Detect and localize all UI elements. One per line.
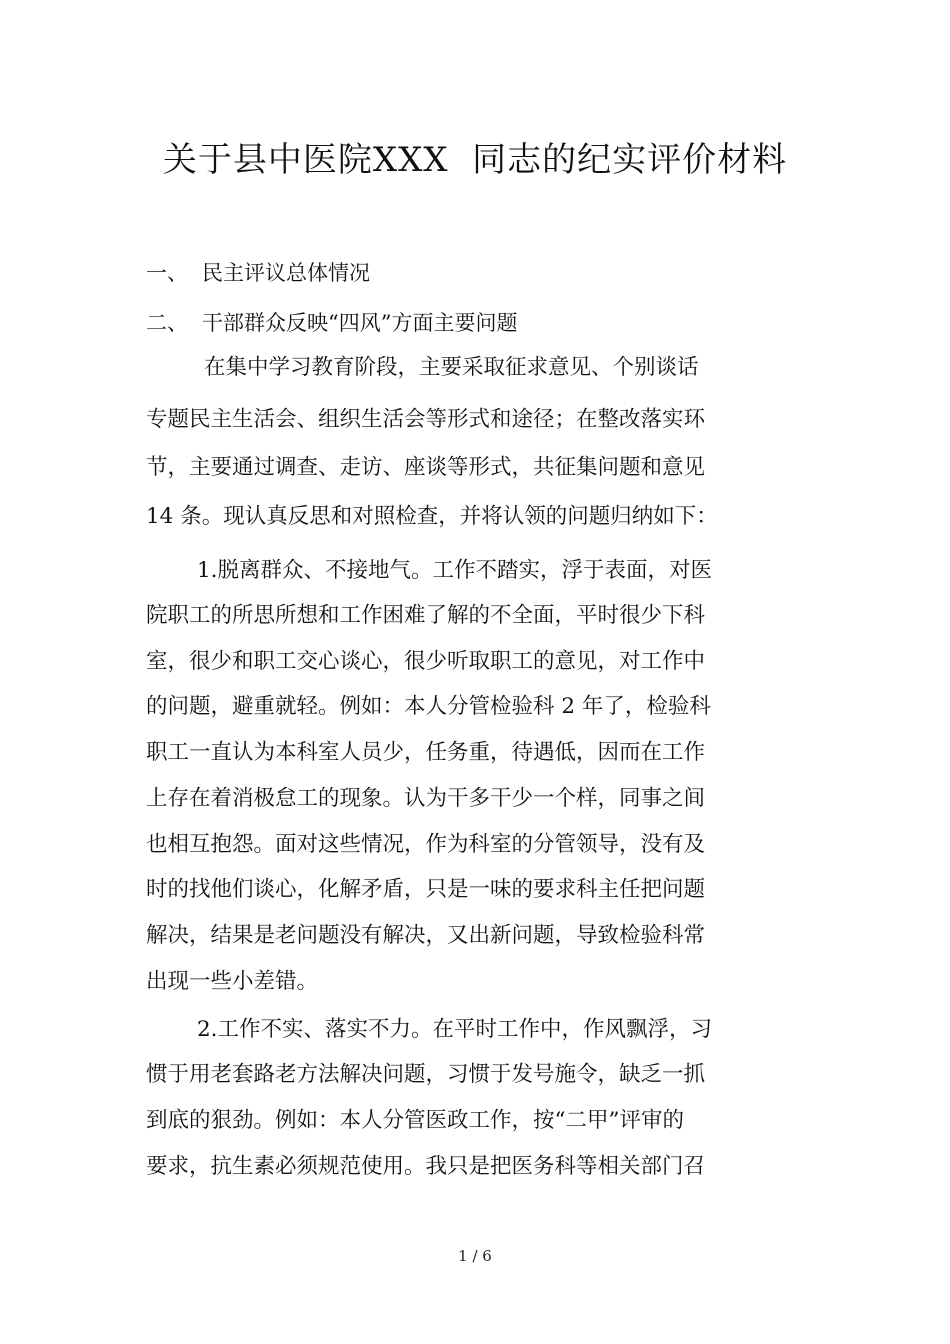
paragraph-line: 1.脱离群众、不接地气。工作不踏实，浮于表面，对医	[197, 558, 713, 583]
paragraph-line: 惯于用老套路老方法解决问题，习惯于发号施令，缺乏一抓	[146, 1062, 706, 1087]
paragraph-line: 节，主要通过调查、走访、座谈等形式，共征集问题和意见	[146, 455, 706, 480]
paragraph-line: 时的找他们谈心，化解矛盾，只是一味的要求科主任把问题	[146, 877, 706, 902]
paragraph-line: 也相互抱怨。面对这些情况，作为科室的分管领导，没有及	[146, 832, 706, 857]
page-indicator: 1 / 6	[458, 1247, 492, 1265]
paragraph-line: 2.工作不实、落实不力。在平时工作中，作风飘浮，习	[197, 1017, 713, 1042]
section-title: 民主评议总体情况	[202, 261, 370, 285]
section-heading-1	[146, 258, 370, 288]
paragraph-line: 专题民主生活会、组织生活会等形式和途径；在整改落实环	[146, 407, 706, 432]
section-heading-2	[146, 308, 517, 338]
paragraph-line: 室，很少和职工交心谈心，很少听取职工的意见，对工作中	[146, 649, 706, 674]
document-title: 关于县中医院XXX 同志的纪实评价材料	[162, 140, 788, 180]
paragraph-line: 在集中学习教育阶段，主要采取征求意见、个别谈话	[204, 355, 699, 380]
paragraph-line: 上存在着消极怠工的现象。认为干多干少一个样，同事之间	[146, 786, 706, 811]
paragraph-line: 出现一些小差错。	[146, 969, 319, 994]
paragraph-line: 到底的狠劲。例如：本人分管医政工作，按“二甲”评审的	[146, 1108, 684, 1133]
section-number: 一、	[146, 261, 188, 285]
paragraph-line: 要求，抗生素必须规范使用。我只是把医务科等相关部门召	[146, 1154, 706, 1179]
paragraph-line: 14 条。现认真反思和对照检查，并将认领的问题归纳如下：	[146, 504, 718, 529]
paragraph-line: 院职工的所思所想和工作困难了解的不全面，平时很少下科	[146, 603, 706, 628]
paragraph-line: 的问题，避重就轻。例如：本人分管检验科 2 年了，检验科	[146, 694, 711, 719]
paragraph-line: 职工一直认为本科室人员少，任务重，待遇低，因而在工作	[146, 740, 706, 765]
paragraph-line: 解决，结果是老问题没有解决，又出新问题，导致检验科常	[146, 923, 706, 948]
section-number: 二、	[146, 311, 188, 335]
section-title: 干部群众反映“四风”方面主要问题	[202, 311, 518, 335]
